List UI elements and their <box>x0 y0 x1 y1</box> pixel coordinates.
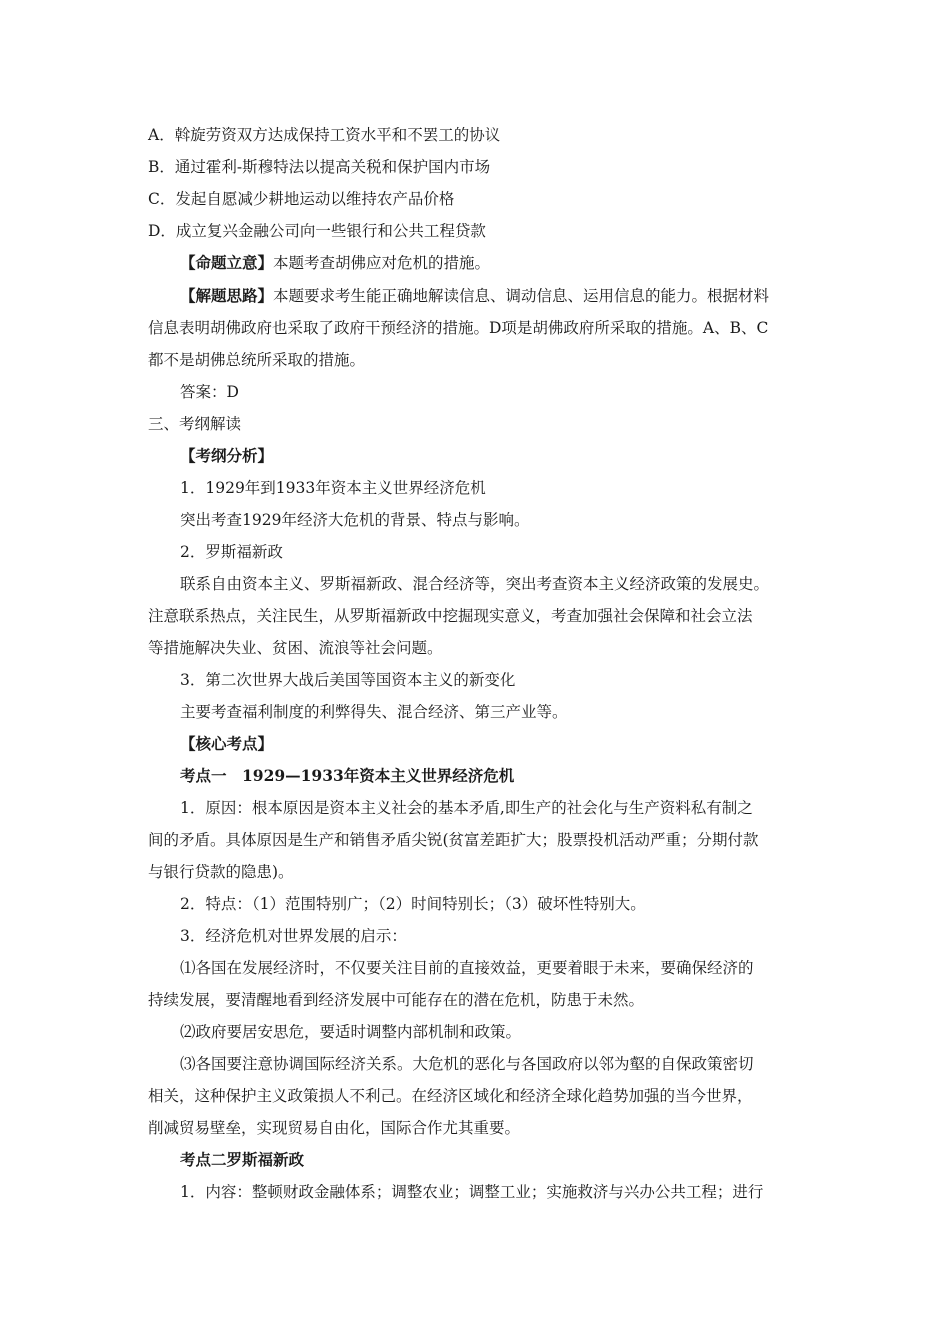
item1-text: 突出考查1929年经济大危机的背景、特点与影响。 <box>180 511 530 529</box>
item2-line-3: 等措施解决失业、贫困、流浪等社会问题。 <box>148 639 443 657</box>
approach-label: 【解题思路】 <box>180 286 274 305</box>
intent-text: 本题考查胡佛应对危机的措施。 <box>273 254 491 272</box>
intent-paragraph <box>180 253 490 273</box>
option-a: A．斡旋劳资双方达成保持工资水平和不罢工的协议 <box>148 126 501 144</box>
item1-title: 1．1929年到1933年资本主义世界经济危机 <box>180 479 486 497</box>
approach-paragraph <box>180 286 769 306</box>
answer: 答案：D <box>180 383 239 401</box>
option-c: C．发起自愿减少耕地运动以维持农产品价格 <box>148 190 455 208</box>
cause-line-3: 与银行贷款的隐患)。 <box>148 863 294 881</box>
syllabus-analysis-label: 【考纲分析】 <box>180 446 274 465</box>
item2-line-1: 联系自由资本主义、罗斯福新政、混合经济等，突出考查资本主义经济政策的发展史。 <box>180 575 770 593</box>
option-d: D．成立复兴金融公司向一些银行和公共工程贷款 <box>148 222 486 240</box>
lesson3-line-3: 削减贸易壁垒，实现贸易自由化，国际合作尤其重要。 <box>148 1119 521 1137</box>
option-b: B．通过霍利-斯穆特法以提高关税和保护国内市场 <box>148 158 491 176</box>
lesson1-line-1: ⑴各国在发展经济时，不仅要关注目前的直接效益，更要着眼于未来，要确保经济的 <box>180 959 754 977</box>
section-heading: 三、考纲解读 <box>148 415 242 433</box>
lesson3-line-2: 相关，这种保护主义政策损人不利己。在经济区域化和经济全球化趋势加强的当今世界， <box>148 1087 753 1105</box>
content-line-1: 1．内容：整顿财政金融体系；调整农业；调整工业；实施救济与兴办公共工程；进行 <box>180 1183 764 1201</box>
cause-line-1: 1．原因：根本原因是资本主义社会的基本矛盾,即生产的社会化与生产资料私有制之 <box>180 799 753 817</box>
features: 2．特点：（1）范围特别广；（2）时间特别长；（3）破坏性特别大。 <box>180 895 646 913</box>
core-points-label: 【核心考点】 <box>180 734 274 753</box>
approach-line-2: 信息表明胡佛政府也采取了政府干预经济的措施。D项是胡佛政府所采取的措施。A、B、C <box>148 319 769 337</box>
cause-line-2: 间的矛盾。具体原因是生产和销售矛盾尖锐(贫富差距扩大；股票投机活动严重；分期付款 <box>148 831 759 849</box>
item2-title: 2．罗斯福新政 <box>180 543 283 561</box>
point2-title: 考点二罗斯福新政 <box>180 1150 305 1169</box>
lesson3-line-1: ⑶各国要注意协调国际经济关系。大危机的恶化与各国政府以邻为壑的自保政策密切 <box>180 1055 754 1073</box>
point1-title: 考点一 1929—1933年资本主义世界经济危机 <box>180 766 515 785</box>
lesson2: ⑵政府要居安思危，要适时调整内部机制和政策。 <box>180 1023 522 1041</box>
lesson1-line-2: 持续发展，要清醒地看到经济发展中可能存在的潜在危机，防患于未然。 <box>148 991 645 1009</box>
approach-text: 本题要求考生能正确地解读信息、调动信息、运用信息的能力。根据材料 <box>273 287 770 305</box>
intent-label: 【命题立意】 <box>180 253 274 272</box>
lessons-title: 3．经济危机对世界发展的启示： <box>180 927 407 945</box>
item3-text: 主要考查福利制度的利弊得失、混合经济、第三产业等。 <box>180 703 568 721</box>
item3-title: 3．第二次世界大战后美国等国资本主义的新变化 <box>180 671 516 689</box>
approach-line-3: 都不是胡佛总统所采取的措施。 <box>148 351 366 369</box>
item2-line-2: 注意联系热点，关注民生，从罗斯福新政中挖掘现实意义，考查加强社会保障和社会立法 <box>148 607 753 625</box>
